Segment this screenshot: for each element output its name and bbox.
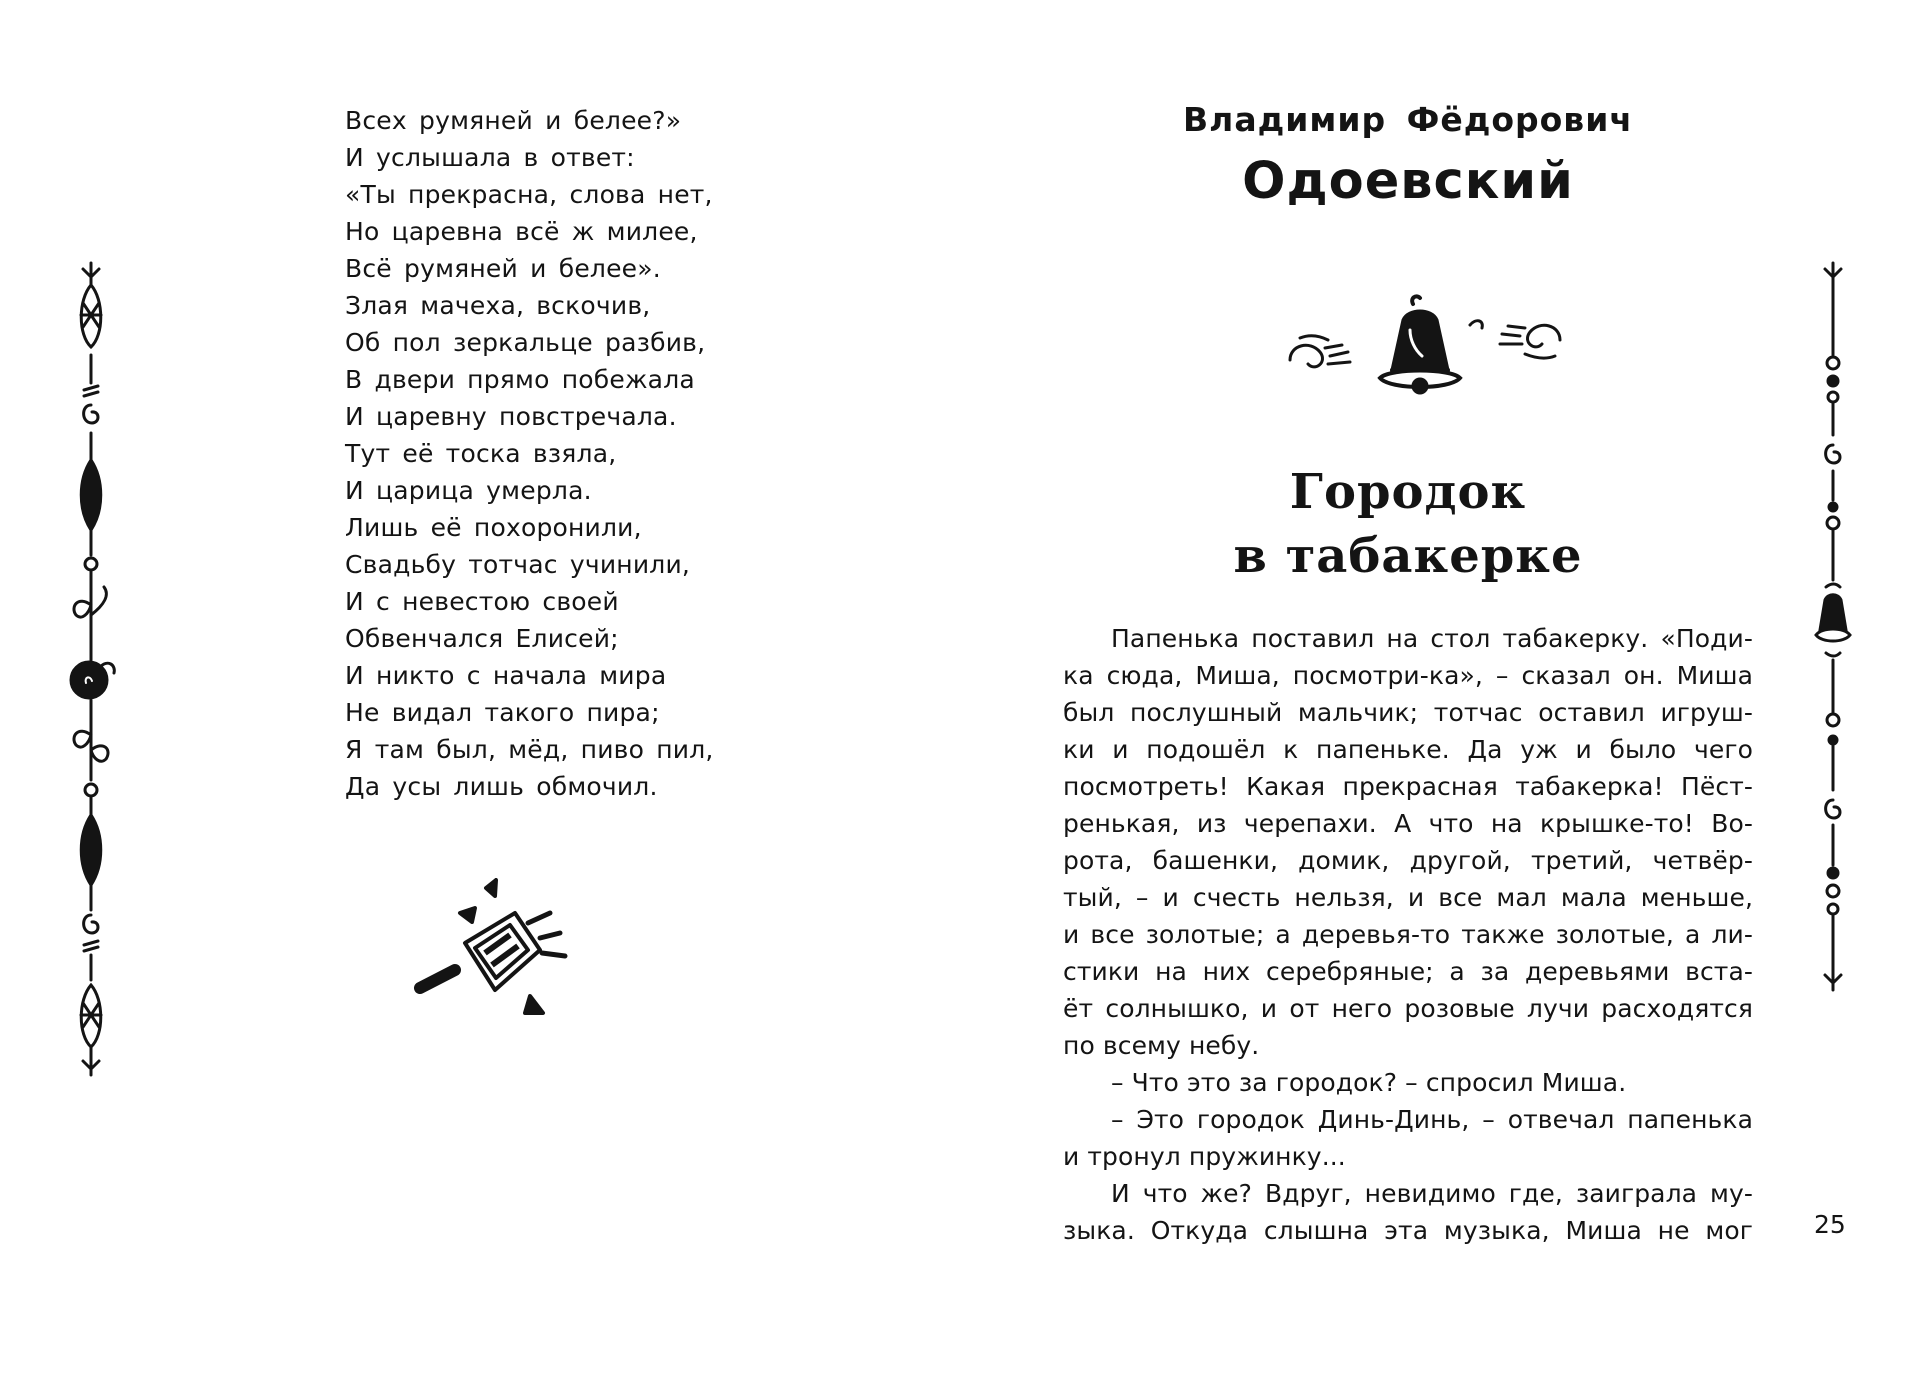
story-line: был послушный мальчик; тотчас оставил игруш- [1063, 698, 1753, 727]
poem-line: И царица умерла. [345, 476, 592, 505]
poem-line: Всех румяней и белее?» [345, 106, 682, 135]
poem-line: Всё румяней и белее». [345, 254, 661, 283]
poem-line: Лишь её похоронили, [345, 513, 642, 542]
story-line: и тронул пружинку... [1063, 1142, 1346, 1171]
poem-line: Злая мачеха, вскочив, [345, 291, 651, 320]
story-text [1063, 620, 1753, 1249]
story-line: зыка. Откуда слышна эта музыка, Миша не мог [1063, 1216, 1753, 1245]
story-line: тый, – и счесть нельзя, и все мал мала меньше, [1063, 883, 1753, 912]
story-title [1063, 460, 1753, 588]
poem-line: «Ты прекрасна, слова нет, [345, 180, 713, 209]
story-line: Папенька поставил на стол табакерку. «Поди- [1111, 624, 1753, 653]
story-title-line: Городок [1289, 464, 1527, 520]
story-line: и все золотые; а деревья-то также золотые, а ли- [1063, 920, 1753, 949]
lantern-illustration [400, 878, 580, 1028]
story-line: ки и подошёл к папеньке. Да уж и было чего [1063, 735, 1753, 764]
story-line: посмотреть! Какая прекрасная табакерка! Пёст- [1063, 772, 1753, 801]
poem-line: Обвенчался Елисей; [345, 624, 619, 653]
poem-line: Я там был, мёд, пиво пил, [345, 735, 714, 764]
poem-line: Но царевна всё ж милее, [345, 217, 698, 246]
story-line: ренькая, из черепахи. А что на крышке-то! Во- [1063, 809, 1753, 838]
poem-line: Тут её тоска взяла, [345, 439, 617, 468]
page-number: 25 [1814, 1210, 1846, 1239]
poem-line: И услышала в ответ: [345, 143, 635, 172]
story-line: ка сюда, Миша, посмотри-ка», – сказал он. Миша [1063, 661, 1753, 690]
story-line: рота, башенки, домик, другой, третий, четвёр- [1063, 846, 1753, 875]
poem-line: В двери прямо побежала [345, 365, 695, 394]
left-ornamental-border [56, 255, 126, 1105]
story-line: И что же? Вдруг, невидимо где, заиграла му- [1111, 1179, 1753, 1208]
poem-line: Да усы лишь обмочил. [345, 772, 658, 801]
story-line: ёт солнышко, и от него розовые лучи расходятся [1063, 994, 1753, 1023]
poem [345, 102, 714, 805]
author-last-name: Одоевский [1242, 152, 1574, 211]
poem-line: Свадьбу тотчас учинили, [345, 550, 691, 579]
story-line: стики на них серебряные; а за деревьями вста- [1063, 957, 1753, 986]
story-line: – Это городок Динь-Динь, – отвечал папенька [1111, 1105, 1753, 1134]
author-first-name: Владимир Фёдорович [1183, 100, 1633, 139]
poem-line: Не видал такого пира; [345, 698, 660, 727]
right-ornamental-border [1798, 255, 1868, 1105]
poem-line: И с невестою своей [345, 587, 619, 616]
bell-illustration [1280, 290, 1570, 410]
poem-line: И царевну повстречала. [345, 402, 677, 431]
story-title-line: в табакерке [1233, 528, 1583, 584]
story-line: – Что это за городок? – спросил Миша. [1111, 1068, 1627, 1097]
poem-line: И никто с начала мира [345, 661, 667, 690]
story-line: по всему небу. [1063, 1031, 1260, 1060]
poem-line: Об пол зеркальце разбив, [345, 328, 706, 357]
